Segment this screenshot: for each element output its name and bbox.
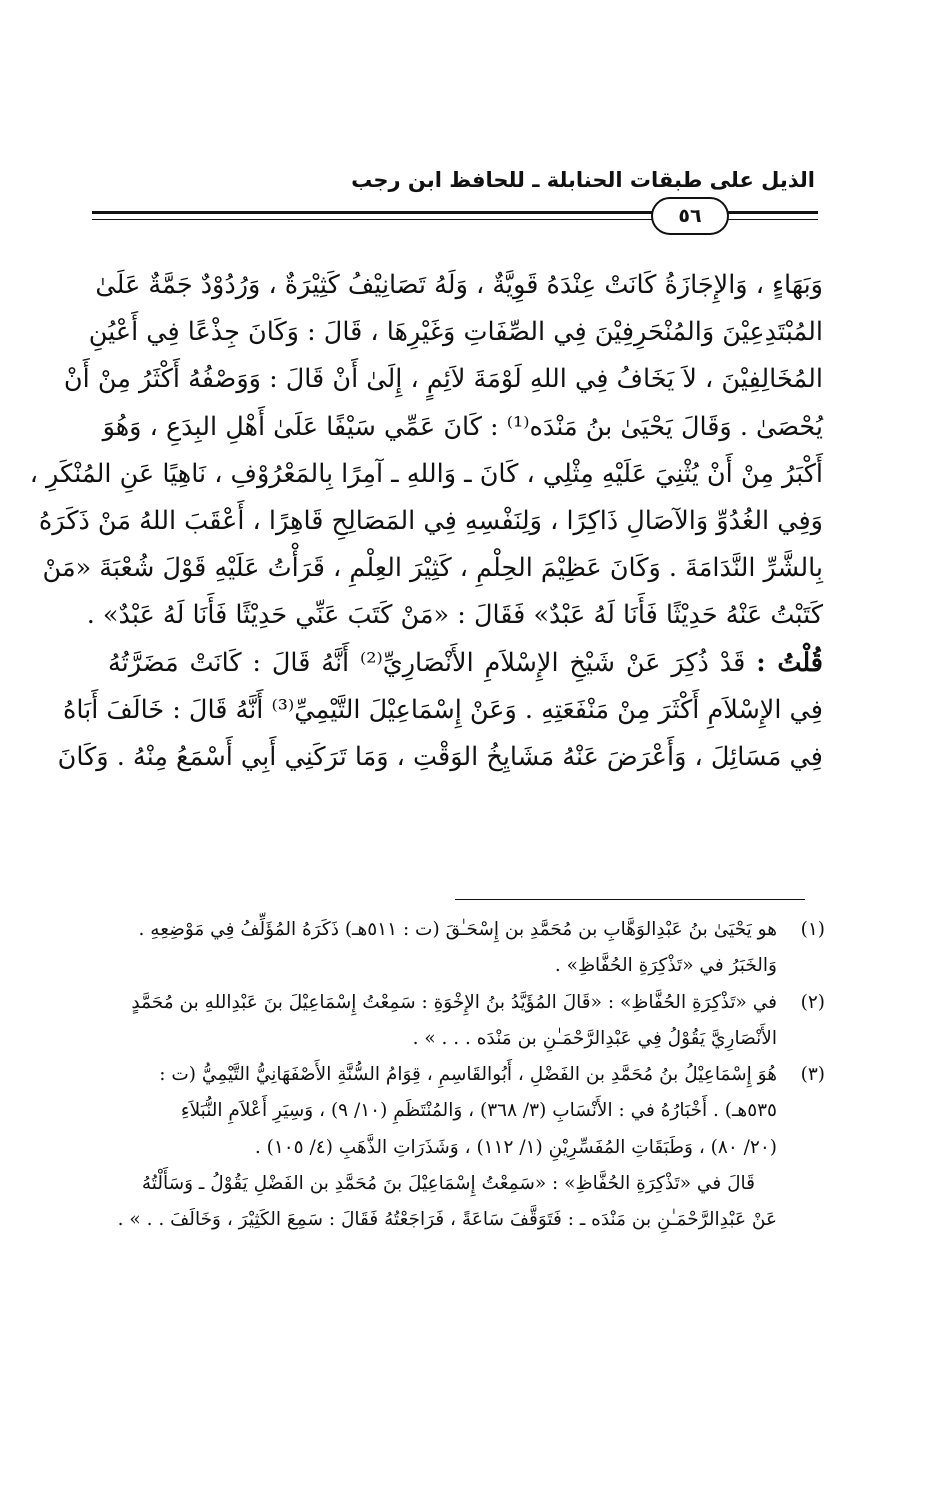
body-line-paragraph-start (108, 640, 823, 687)
body-line: كَتَبْتُ عَنْهُ حَدِيْثًا فَأَنَا لَهُ عَبْدٌ» فَقَالَ : «مَنْ كَتَبَ عَنِّي حَدِيْثًا فَأَنَا لَهُ عَبْدٌ» . (86, 600, 823, 631)
footnote-2-marker: (٢) (800, 991, 825, 1013)
header-rule-thick-right (728, 211, 818, 214)
footnote-separator (455, 899, 805, 900)
paragraph-first-line-text: قَدْ ذُكِرَ عَنْ شَيْخِ الإِسْلاَمِ الأَنْصَارِيِّ⁽²⁾ أَنَّهُ قَالَ : كَانَتْ مَضَرَّتُهُ (108, 647, 757, 678)
body-line: بِالشَّرِّ النَّدَامَةَ . وَكَانَ عَظِيْمَ الحِلْمِ ، كَثِيْرَ العِلْمِ ، قَرَأْتُ عَلَيْهِ قَوْلَ شُعْبَةَ «مَنْ (42, 553, 823, 584)
footnote-2 (100, 985, 825, 1021)
body-line: وَبَهَاءٍ ، وَالإِجَازَةُ كَانَتْ عِنْدَهُ قَوِيَّةٌ ، وَلَهُ تَصَانِيْفُ كَثِيْرَةٌ ، وَرُدُوْدٌ جَمَّةٌ عَلَىٰ (95, 270, 823, 300)
footnote-1 (100, 912, 825, 948)
footnote-2-continuation (100, 1021, 825, 1057)
footnote-3-continuation (100, 1130, 825, 1166)
running-header-title: الذيل على طبقات الحنابلة ـ للحافظ ابن رجب (351, 168, 815, 192)
footnotes-section (100, 912, 825, 1239)
body-line: فِي الإِسْلاَمِ أَكْثَرَ مِنْ مَنْفَعَتِهِ . وَعَنْ إِسْمَاعِيْلَ التَّيْمِيِّ⁽³⁾ أَنَّهُ قَالَ : خَالَفَ أَبَاهُ (63, 694, 823, 725)
footnote-3 (100, 1057, 825, 1093)
footnote-2-text-cont: الأَنْصَارِيَّ يَقُوْلُ فِي عَبْدِالرَّحْمَـٰنِ بن مَنْدَه . . . » . (412, 1027, 777, 1049)
footnote-2-text: في «تَذْكِرَةِ الحُفَّاظِ» : «قَالَ المُؤَيَّدُ بنُ الإِخْوَةِ : سَمِعْتُ إِسْمَاعِيْلَ بنَ عَبْدِاللهِ بن مُحَمَّدٍ (131, 991, 777, 1013)
footnote-3-paragraph-continuation (100, 1202, 825, 1238)
header-rule-thin-left (92, 219, 652, 220)
body-line: أَكْبَرُ مِنْ أَنْ يُثْنِيَ عَلَيْهِ مِثْلِي ، كَانَ ـ وَاللهِ ـ آمِرًا بِالمَعْرُوْفِ ، نَاهِيًا عَنِ المُنْكَرِ ، (29, 458, 823, 489)
footnote-1-continuation (100, 948, 825, 984)
body-line: وَفِي الغُدُوِّ وَالآصَالِ ذَاكِرًا ، وَلِنَفْسِهِ فِي المَصَالِحِ قَاهِرًا ، أَعْقَبَ اللهُ مَنْ ذَكَرَهُ (38, 505, 823, 536)
footnote-3-text-cont: ٥٣٥هـ) . أَخْبَارُهُ في : الأَنْسَابِ (٣/ ٣٦٨) ، وَالمُنْتَظَمِ (١٠/ ٩) ، وَسِيَرِ أَعْلاَمِ النُّبَلاَءِ (180, 1100, 777, 1122)
paragraph-lead-word: قُلْتُ : (756, 647, 823, 678)
footnote-3-para-text-cont: عَنْ عَبْدِالرَّحْمَـٰنِ بن مَنْدَه ـ : فَتَوَقَّفَ سَاعَةً ، فَرَاجَعْتُهُ فَقَالَ : سَمِعَ الكَثِيْرَ ، وَخَالَفَ . . » . (117, 1209, 777, 1231)
header-rule-thin-right (728, 219, 818, 220)
footnote-3-text-cont: (٢٠/ ٨٠) ، وَطَبَقَاتِ المُفَسِّرِيْنِ (١/ ١١٢) ، وَشَذَرَاتِ الذَّهَبِ (٤/ ١٠٥) . (254, 1136, 777, 1158)
header-rule-thick-left (92, 211, 652, 214)
footnote-3-marker: (٣) (800, 1064, 825, 1086)
page-number: ٥٦ (678, 205, 702, 227)
body-line: المُبْتَدِعِيْنَ وَالمُنْحَرِفِيْنَ فِي الصِّفَاتِ وَغَيْرِهَا ، قَالَ : وَكَانَ جِذْعًا فِي أَعْيُنِ (88, 317, 823, 348)
footnote-3-para-text: قَالَ في «تَذْكِرَةِ الحُفَّاظِ» : «سَمِعْتُ إِسْمَاعِيْلَ بنَ مُحَمَّدِ بن الفَضْلِ يَقُوْلُ ـ وَسَأَلْتُهُ (141, 1173, 755, 1195)
footnote-3-continuation (100, 1093, 825, 1129)
body-line: يُحْصَىٰ . وَقَالَ يَحْيَىٰ بنُ مَنْدَه⁽¹⁾ : كَانَ عَمِّي سَيْفًا عَلَىٰ أَهْلِ البِدَعِ ، وَهُوَ (102, 411, 823, 442)
main-body-text (29, 262, 823, 781)
body-line: فِي مَسَائِلَ ، وَأَعْرَضَ عَنْهُ مَشَايِخُ الوَقْتِ ، وَمَا تَرَكَنِي أَبِي أَسْمَعُ مِنْهُ . وَكَانَ (57, 741, 823, 772)
footnote-3-paragraph (100, 1166, 825, 1202)
page-number-badge (651, 197, 729, 235)
footnote-1-text-cont: وَالخَبَرُ في «تَذْكِرَةِ الحُفَّاظِ» . (554, 955, 777, 977)
footnote-1-text: هو يَحْيَىٰ بنُ عَبْدِالوَهَّابِ بن مُحَمَّدِ بن إِسْحَـٰقَ (ت : ٥١١هـ) ذَكَرَهُ المُؤَلِّفُ فِي مَوْضِعِهِ . (138, 919, 777, 940)
footnote-1-marker: (١) (800, 919, 825, 940)
footnote-3-text: هُوَ إِسْمَاعِيْلُ بنُ مُحَمَّدِ بن الفَضْلِ ، أَبُوالقَاسِمِ ، قِوَامُ السُّنَّةِ الأَصْفَهَانِيُّ التَّيْمِيُّ (ت : (159, 1064, 777, 1086)
body-line: المُخَالِفِيْنَ ، لاَ يَخَافُ فِي اللهِ لَوْمَةَ لاَئِمٍ ، إِلَىٰ أَنْ قَالَ : وَوَصْفُهُ أَكْثَرُ مِنْ أَنْ (63, 364, 823, 395)
